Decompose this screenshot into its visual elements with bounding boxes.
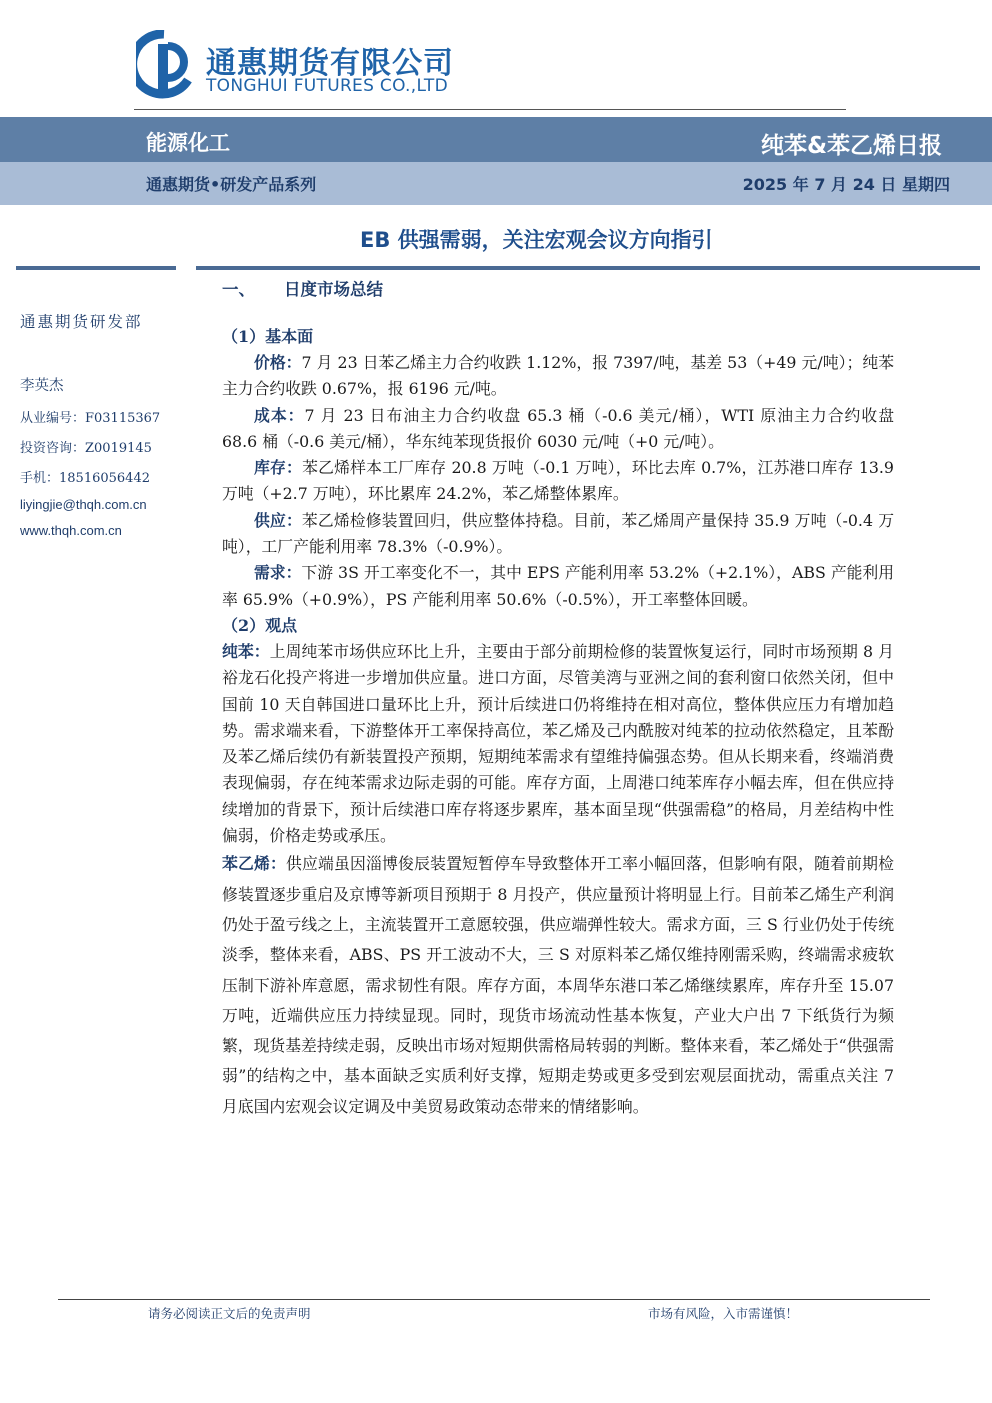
styrene-paragraph <box>222 849 894 1122</box>
views-heading: （2）观点 <box>222 615 298 635</box>
content-divider <box>196 266 980 270</box>
company-name-cn: 通惠期货有限公司 <box>206 46 454 81</box>
fundamentals-heading: （1）基本面 <box>222 327 314 346</box>
sector-label: 能源化工 <box>146 131 230 155</box>
styrene-lead: 苯乙烯： <box>222 854 287 874</box>
benzene-lead: 纯苯： <box>222 641 270 661</box>
inventory-text: 苯乙烯样本工厂库存 20.8 万吨（-0.1 万吨），环比去库 0.7%，江苏港口库存 13.9 万吨（+2.7 万吨），环比累库 24.2%，苯乙烯整体累库。 <box>222 458 894 504</box>
section-heading <box>222 276 894 302</box>
demand-paragraph <box>222 560 894 613</box>
section-number: 一、 <box>222 280 255 299</box>
risk-warning: 市场有风险，入市需谨慎！ <box>648 1306 799 1321</box>
license-number: 从业编号：F03115367 <box>20 411 161 426</box>
analyst-name: 李英杰 <box>20 378 64 394</box>
price-paragraph <box>222 350 894 403</box>
disclaimer-note: 请务必阅读正文后的免责声明 <box>148 1306 311 1321</box>
supply-lead: 供应： <box>254 510 302 530</box>
phone-number: 手机：18516056442 <box>20 471 150 486</box>
sidebar-divider <box>16 266 176 270</box>
cost-text: 7 月 23 日布油主力合约收盘 65.3 桶（-0.6 美元/桶），WTI 原油主力合约收盘 68.6 桶（-0.6 美元/桶），华东纯苯现货报价 6030 元/吨（+0 元/吨）。 <box>222 405 894 451</box>
price-text: 7 月 23 日苯乙烯主力合约收跌 1.12%，报 7397/吨，基差 53（+49 元/吨）；纯苯主力合约收跌 0.67%，报 6196 元/吨。 <box>222 353 894 399</box>
report-date: 2025 年 7 月 24 日 星期四 <box>742 175 950 194</box>
benzene-paragraph <box>222 639 894 849</box>
supply-paragraph <box>222 508 894 561</box>
price-lead: 价格： <box>254 353 302 372</box>
section-title: 日度市场总结 <box>284 280 383 299</box>
demand-text: 下游 3S 开工率变化不一，其中 EPS 产能利用率 53.2%（+2.1%），ABS 产能利用率 65.9%（+0.9%），PS 产能利用率 50.6%（-0.5%），开工率整体回暖。 <box>222 563 895 609</box>
company-name-en: TONGHUI FUTURES CO.,LTD <box>206 76 448 96</box>
report-name: 纯苯&苯乙烯日报 <box>760 133 942 159</box>
supply-text: 苯乙烯检修装置回归，供应整体持稳。目前，苯乙烯周产量保持 35.9 万吨（-0.4 万吨），工厂产能利用率 78.3%（-0.9%）。 <box>222 510 894 557</box>
benzene-text: 上周纯苯市场供应环比上升，主要由于部分前期检修的装置恢复运行，同时市场预期 8 月裕龙石化投产将进一步增加供应量。进口方面，尽管美湾与亚洲之间的套利窗口依然关闭，但中国前 10 天自韩国进口量环比上升，预计后续进口仍将维持在相对高位，整体供应压力有增加趋势。需求端来看，下游整体开工率保持高位，苯乙烯及己内酰胺对纯苯的拉动依然稳定，且苯酚及苯乙烯后续仍有新装置投产预期，短期纯苯需求有望维持偏强态势。但从长期来看，终端消费表现偏弱，存在纯苯需求边际走弱的可能。库存方面，上周港口纯苯库存小幅去库，但在供应持续增加的背景下，预计后续港口库存将逐步累库，基本面呈现“供强需稳”的格局，月差结构中性偏弱，价格走势或承压。 <box>222 641 894 846</box>
header-divider <box>134 109 846 110</box>
styrene-text: 供应端虽因淄博俊辰装置短暂停车导致整体开工率小幅回落，但影响有限，随着前期检修装置逐步重启及京博等新项目预期于 8 月投产，供应量预计将明显上行。目前苯乙烯生产利润仍处于盈亏线之上，主流装置开工意愿较强，供应端弹性较大。需求方面，三 S 行业仍处于传统淡季，整体来看，ABS、PS 开工波动不大，三 S 对原料苯乙烯仅维持刚需采购，终端需求疲软压制下游补库意愿，需求韧性有限。库存方面，本周华东港口苯乙烯继续累库，库存升至 15.07 万吨，近端供应压力持续显现。同时，现货市场流动性基本恢复，产业大户出 7 下纸货行为频繁，现货基差持续走弱，反映出市场对短期供需格局转弱的判断。整体来看，苯乙烯处于“供强需弱”的结构之中，基本面缺乏实质利好支撑，短期走势或更多受到宏观层面扰动，需重点关注 7 月底国内宏观会议定调及中美贸易政策动态带来的情绪影响。 <box>222 854 894 1116</box>
inventory-lead: 库存： <box>254 458 303 478</box>
company-logo-icon <box>136 30 192 100</box>
advisory-number: 投资咨询：Z0019145 <box>20 441 152 456</box>
analyst-sidebar <box>20 310 190 549</box>
website-link[interactable]: www.thqh.com.cn <box>20 523 122 538</box>
demand-lead: 需求： <box>254 563 302 583</box>
inventory-paragraph <box>222 455 894 508</box>
report-headline: EB 供强需弱，关注宏观会议方向指引 <box>360 228 713 252</box>
report-body <box>222 276 894 1122</box>
series-label: 通惠期货•研发产品系列 <box>146 175 317 194</box>
department-name: 通惠期货研发部 <box>20 313 143 331</box>
cost-paragraph <box>222 403 894 456</box>
footer-divider <box>58 1299 930 1300</box>
email-link[interactable]: liyingjie@thqh.com.cn <box>20 497 147 512</box>
cost-lead: 成本： <box>254 405 305 425</box>
